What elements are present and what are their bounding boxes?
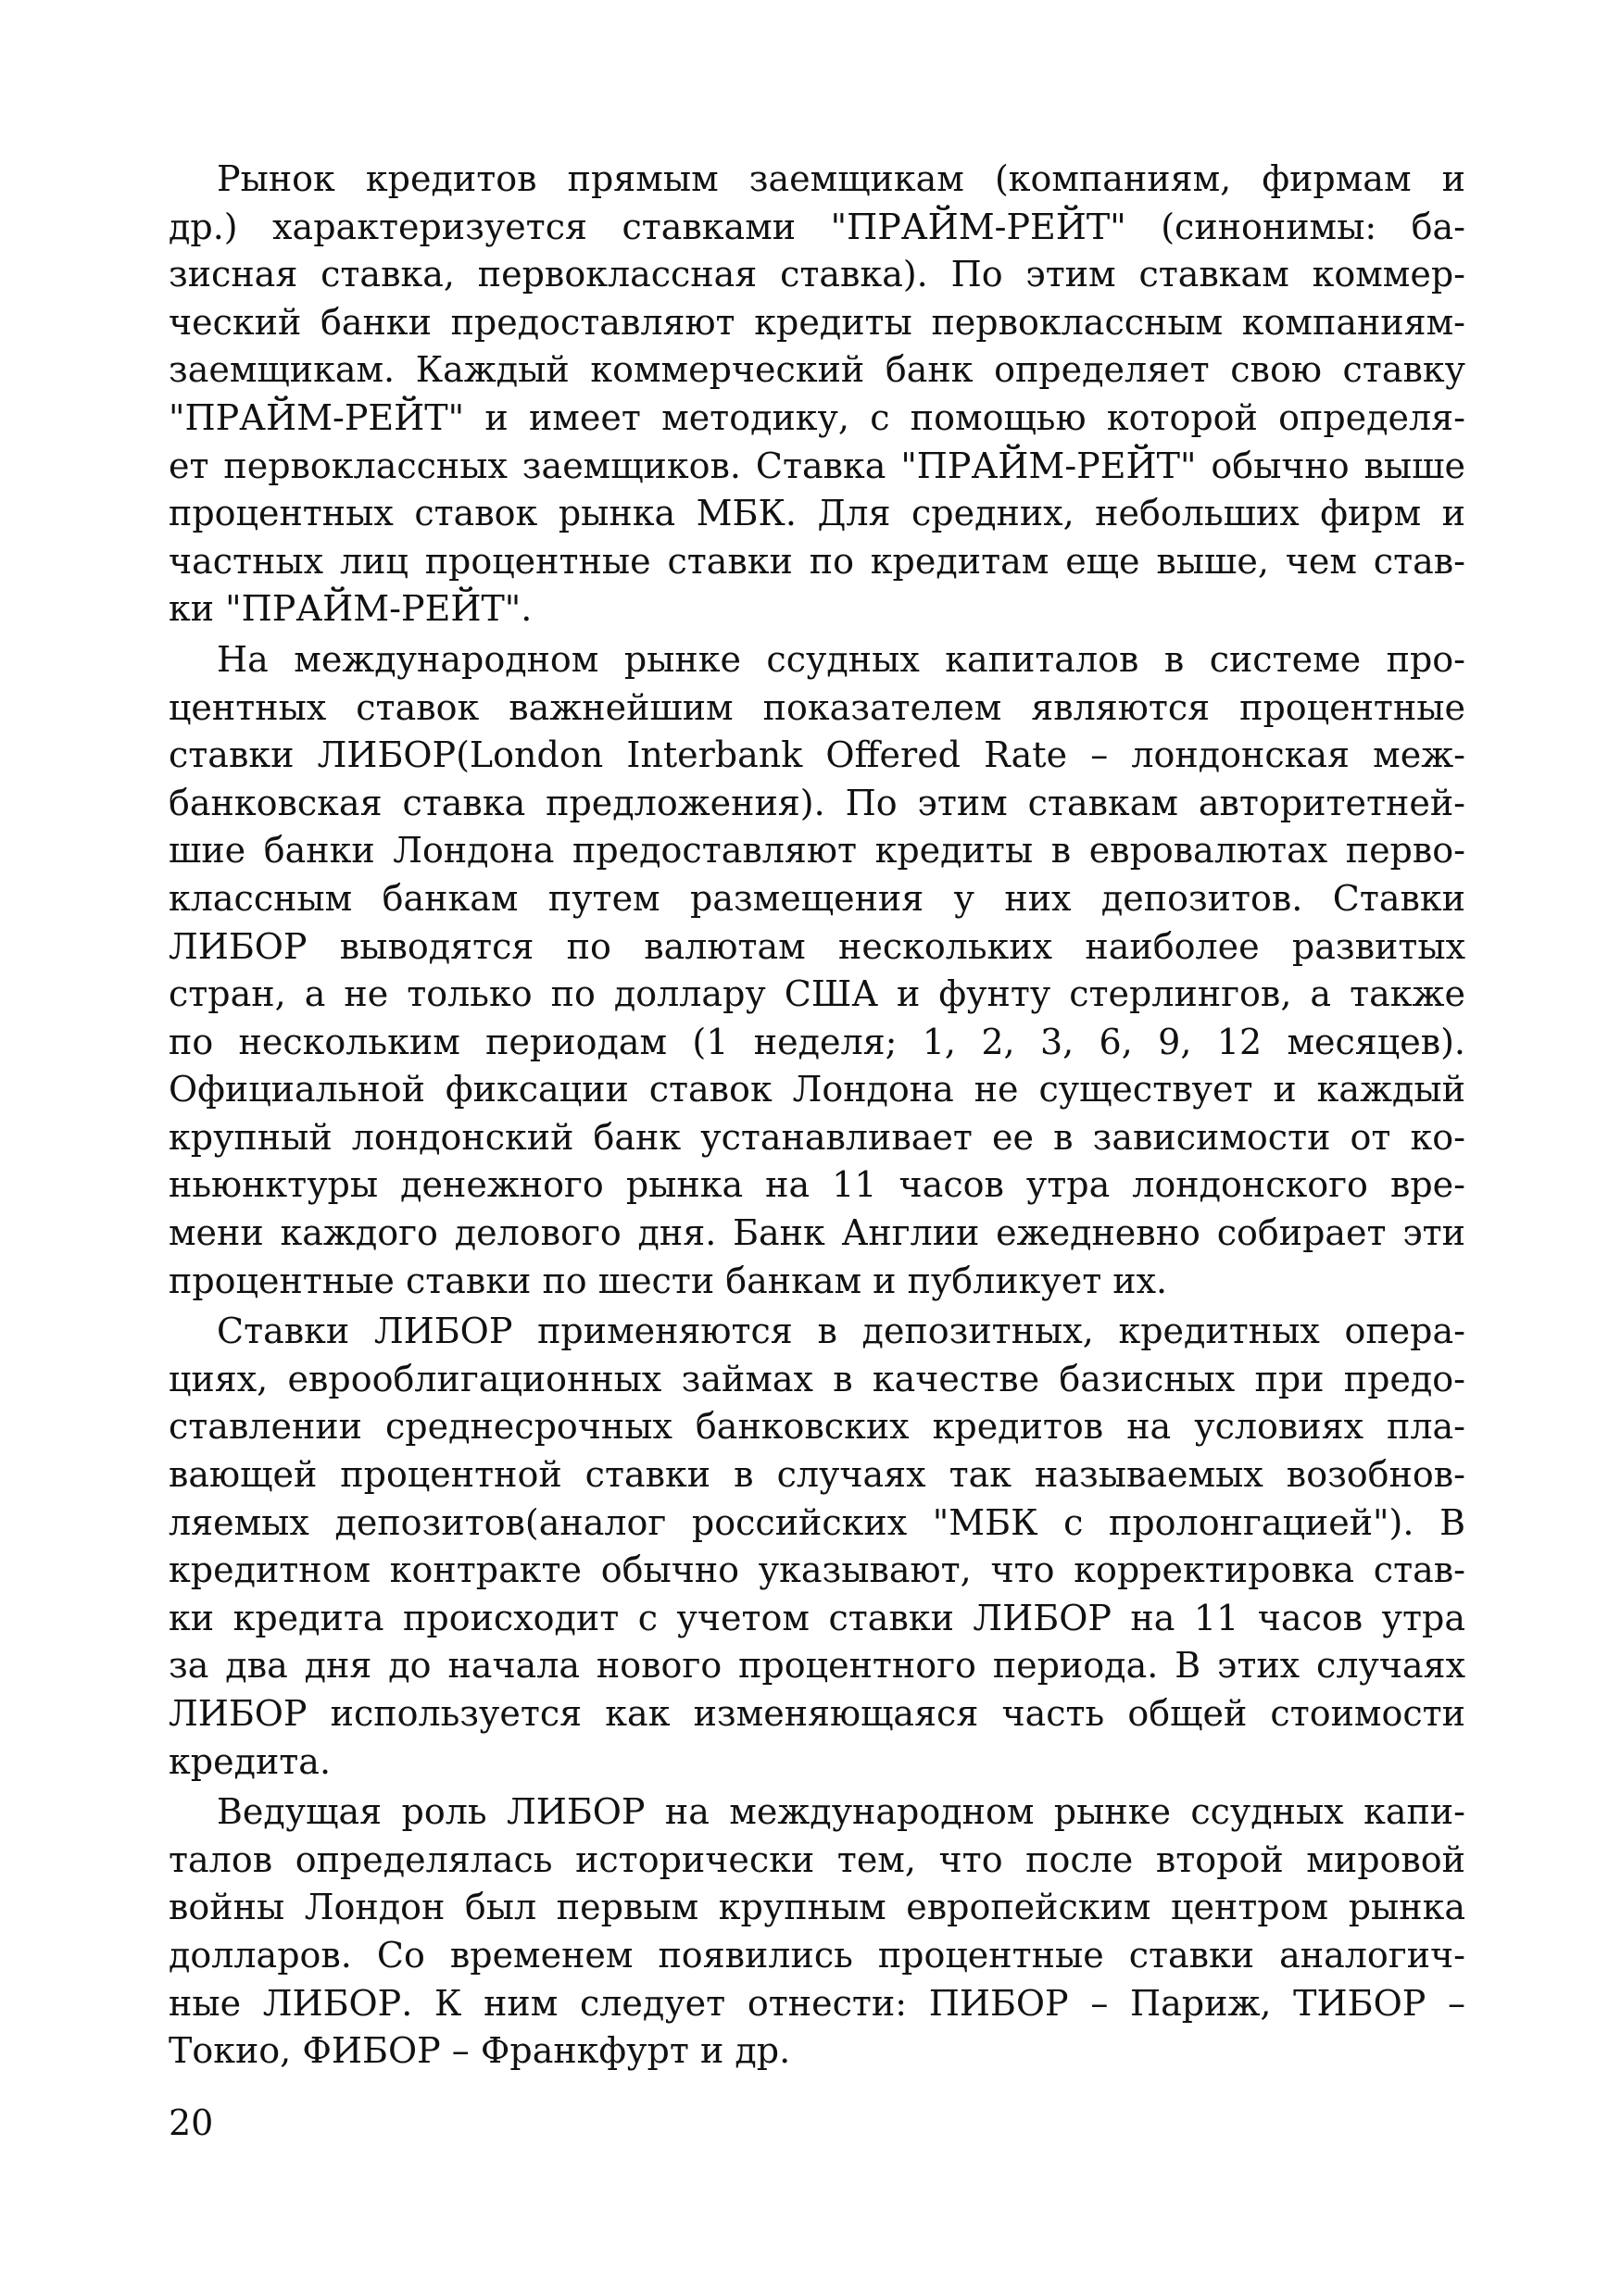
text-line: ческий банки предоставляют кредиты первоклассным компаниям- [169, 301, 1465, 343]
text-line: войны Лондон был первым крупным европейским центром рынка [169, 1887, 1465, 1928]
text-line: кредитном контракте обычно указывают, что корректировка став- [169, 1549, 1465, 1591]
text-line: Токио, ФИБОР – Франкфурт и др. [169, 2030, 791, 2072]
text-line: заемщикам. Каждый коммерческий банк определяет свою ставку [169, 349, 1465, 391]
text-line: процентных ставок рынка МБК. Для средних, небольших фирм и [169, 493, 1465, 534]
paragraph-libor-history [169, 1788, 1465, 2076]
text-line: частных лиц процентные ставки по кредитам еще выше, чем став- [169, 540, 1465, 582]
text-line: "ПРАЙМ-РЕЙТ" и имеет методику, с помощью которой определя- [169, 396, 1465, 438]
text-line: ньюнктуры денежного рынка на 11 часов утра лондонского вре- [169, 1164, 1465, 1206]
text-line: Официальной фиксации ставок Лондона не существует и каждый [169, 1069, 1465, 1110]
paragraph-libor-usage [169, 1308, 1465, 1786]
text-line: ет первоклассных заемщиков. Ставка "ПРАЙМ-РЕЙТ" обычно выше [169, 445, 1465, 486]
text-line: Ставки ЛИБОР применяются в депозитных, кредитных опера- [217, 1311, 1465, 1352]
text-line: крупный лондонский банк устанавливает ее в зависимости от ко- [169, 1116, 1465, 1158]
text-line: ставлении среднесрочных банковских кредитов на условиях пла- [169, 1406, 1465, 1448]
text-line: классным банкам путем размещения у них депозитов. Ставки [169, 877, 1465, 919]
text-line: банковская ставка предложения). По этим ставкам авторитетней- [169, 782, 1465, 823]
text-line: Рынок кредитов прямым заемщикам (компаниям, фирмам и [217, 158, 1465, 199]
text-line: ставки ЛИБОР(London Interbank Offered Rate – лондонская меж- [169, 734, 1465, 776]
text-line: зисная ставка, первоклассная ставка). По этим ставкам коммер- [169, 254, 1465, 295]
text-line: шие банки Лондона предоставляют кредиты в евровалютах перво- [169, 830, 1465, 872]
text-line: мени каждого делового дня. Банк Англии ежедневно собирает эти [169, 1212, 1465, 1254]
text-line: центных ставок важнейшим показателем являются процентные [169, 686, 1465, 728]
page-number: 20 [169, 2102, 214, 2143]
text-line: долларов. Со временем появились процентные ставки аналогич- [169, 1934, 1465, 1976]
body-text [169, 156, 1465, 2078]
text-line: стран, а не только по доллару США и фунту стерлингов, а также [169, 973, 1465, 1015]
paragraph-prime-rate [169, 156, 1465, 634]
text-line: вающей процентной ставки в случаях так называемых возобнов- [169, 1454, 1465, 1496]
text-line: талов определялась исторически тем, что после второй мировой [169, 1838, 1465, 1880]
text-line: др.) характеризуется ставками "ПРАЙМ-РЕЙТ" (синонимы: ба- [169, 206, 1465, 247]
text-line: ки "ПРАЙМ-РЕЙТ". [169, 588, 533, 630]
text-line: циях, еврооблигационных займах в качестве базисных при предо- [169, 1358, 1465, 1399]
text-line: ки кредита происходит с учетом ставки ЛИБОР на 11 часов утра [169, 1597, 1465, 1638]
text-line: Ведущая роль ЛИБОР на международном рынке ссудных капи- [217, 1791, 1465, 1833]
text-line: за два дня до начала нового процентного периода. В этих случаях [169, 1645, 1465, 1687]
text-line: кредита. [169, 1740, 332, 1782]
text-line: ЛИБОР используется как изменяющаяся часть общей стоимости [169, 1693, 1465, 1734]
text-line: ляемых депозитов(аналог российских "МБК с пролонгацией"). В [169, 1501, 1465, 1543]
text-line: по нескольким периодам (1 неделя; 1, 2, 3, 6, 9, 12 месяцев). [169, 1021, 1465, 1062]
paragraph-libor [169, 636, 1465, 1305]
text-line: На международном рынке ссудных капиталов в системе про- [217, 638, 1465, 680]
text-line: ные ЛИБОР. К ним следует отнести: ПИБОР – Париж, ТИБОР – [169, 1982, 1465, 2024]
text-line: процентные ставки по шести банкам и публикует их. [169, 1260, 1168, 1301]
text-line: ЛИБОР выводятся по валютам нескольких наиболее развитых [169, 925, 1465, 967]
